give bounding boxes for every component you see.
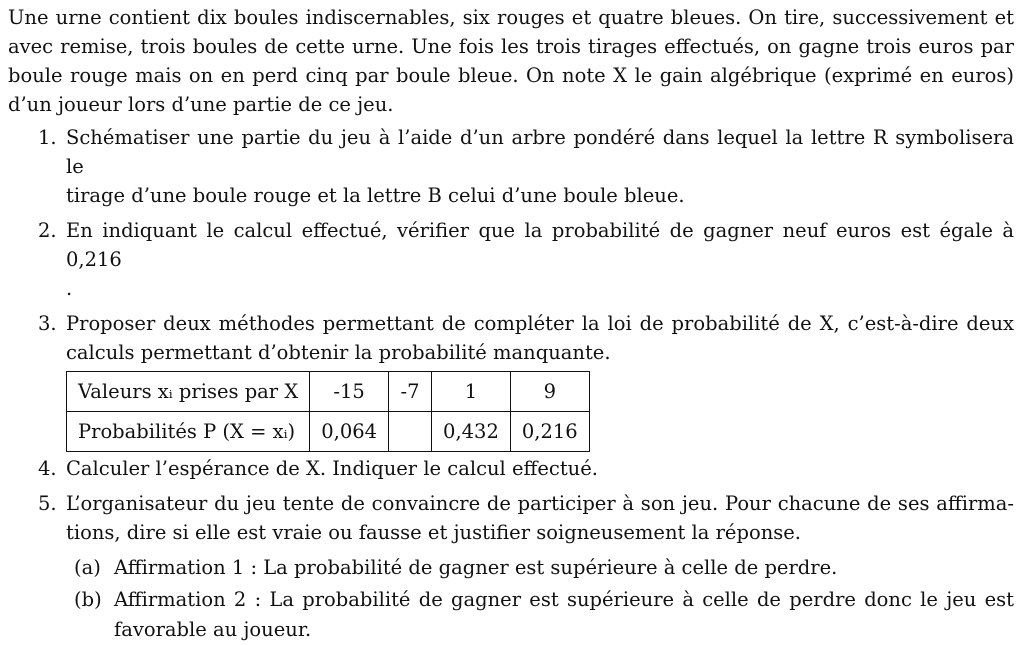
table-row <box>67 412 590 452</box>
question-text: tions, dire si elle est vraie ou fausse et justifier soigneusement la réponse. <box>66 521 801 544</box>
question-number: 3. <box>38 312 57 335</box>
table-cell-empty <box>389 412 432 452</box>
intro-line: boule rouge mais on en perd cinq par boule bleue. On note X le gain algébrique (exprimé en euros) <box>8 64 1014 87</box>
table-header-values: Valeurs xᵢ prises par X <box>67 372 310 412</box>
table-header-probabilities: Probabilités P (X = xᵢ) <box>67 412 310 452</box>
question-number: 5. <box>38 492 57 515</box>
question-text: L’organisateur du jeu tente de convaincre de participer à son jeu. Pour chacune de ses affirma- <box>66 492 1014 515</box>
table-cell: 0,064 <box>310 412 389 452</box>
intro-line: d’un joueur lors d’une partie de ce jeu. <box>8 93 394 116</box>
subquestion-b <box>8 585 1014 645</box>
question-4 <box>8 454 1014 483</box>
question-text: Calculer l’espérance de X. Indiquer le calcul effectué. <box>66 457 598 480</box>
question-text: Schématiser une partie du jeu à l’aide d’un arbre pondéré dans lequel la lettre R symbolisera le <box>66 126 1014 178</box>
question-text: tirage d’une boule rouge et la lettre B celui d’une boule bleue. <box>66 184 685 207</box>
subquestion-label: (a) <box>74 556 101 579</box>
table-cell: -15 <box>310 372 389 412</box>
subquestion-a <box>8 553 1014 583</box>
intro-line: Une urne contient dix boules indiscernables, six rouges et quatre bleues. On tire, successivement et <box>8 6 1014 29</box>
question-number: 2. <box>38 219 57 242</box>
table-row <box>67 372 590 412</box>
question-1 <box>8 123 1014 210</box>
table-cell: -7 <box>389 372 432 412</box>
intro-paragraph <box>8 3 1014 119</box>
question-text: . <box>66 277 73 300</box>
question-number: 4. <box>38 457 57 480</box>
table-cell: 0,432 <box>432 412 511 452</box>
subquestion-text: favorable au joueur. <box>114 618 312 641</box>
subquestion-text: Affirmation 1 : La probabilité de gagner est supérieure à celle de perdre. <box>114 556 838 579</box>
subquestion-text: Affirmation 2 : La probabilité de gagner est supérieure à celle de perdre donc le jeu est <box>114 588 1014 611</box>
question-text: Proposer deux méthodes permettant de compléter la loi de probabilité de X, c’est-à-dire deux <box>66 312 1014 335</box>
intro-line: avec remise, trois boules de cette urne. Une fois les trois tirages effectués, on gagne trois euros par <box>8 35 1014 58</box>
subquestion-label: (b) <box>74 588 102 611</box>
table-cell: 9 <box>510 372 589 412</box>
table-cell: 0,216 <box>510 412 589 452</box>
question-number: 1. <box>38 126 57 149</box>
question-2 <box>8 216 1014 303</box>
question-3 <box>8 309 1014 452</box>
question-text: calculs permettant d’obtenir la probabilité manquante. <box>66 341 611 364</box>
question-text: En indiquant le calcul effectué, vérifier que la probabilité de gagner neuf euros est égale à 0,216 <box>66 219 1014 271</box>
question-5 <box>8 489 1014 547</box>
table-cell: 1 <box>432 372 511 412</box>
probability-table <box>66 371 590 452</box>
exercise-page <box>8 3 1014 645</box>
